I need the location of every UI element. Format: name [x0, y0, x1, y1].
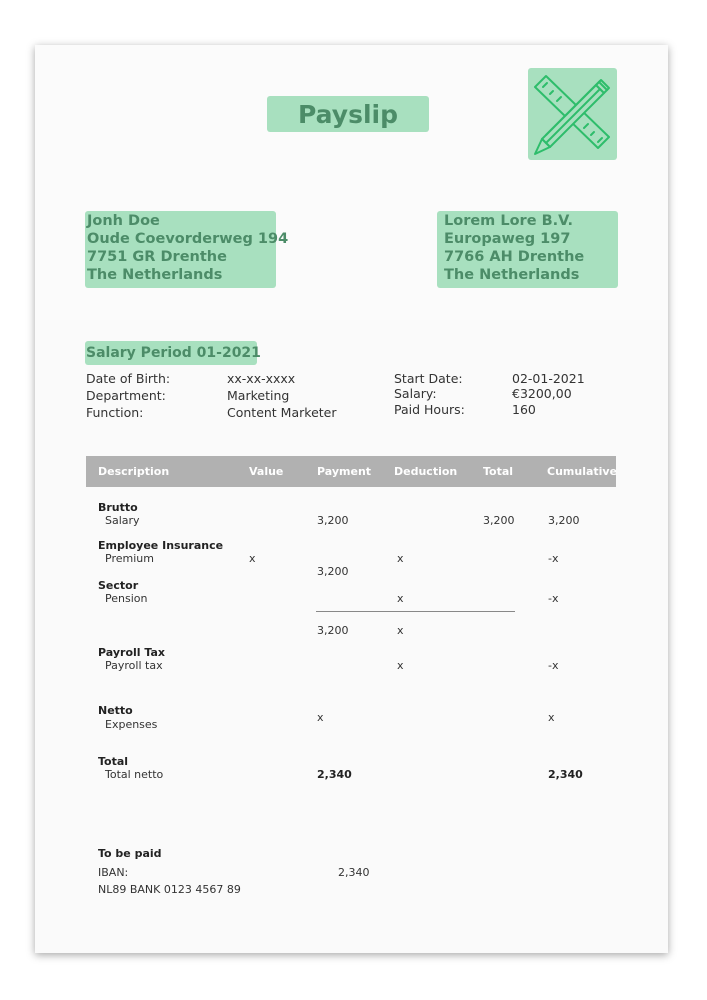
sector-item: Pension [105, 592, 148, 605]
to-be-paid-title: To be paid [98, 847, 162, 860]
salary-value: €3200,00 [512, 386, 572, 401]
department-value: Marketing [227, 388, 290, 403]
employee-name: Jonh Doe [87, 213, 160, 229]
employee-address [85, 211, 289, 288]
salary-period: Salary Period 01-2021 [86, 345, 261, 361]
employer-address [437, 211, 618, 288]
brutto-total: 3,200 [483, 514, 515, 527]
subtotal-deduction: x [397, 624, 404, 637]
insurance-deduction: x [397, 552, 404, 565]
start-date-value: 02-01-2021 [512, 371, 585, 386]
payroll-cumulative: -x [548, 659, 559, 672]
logo-box [528, 68, 617, 160]
employer-street: Europaweg 197 [444, 231, 571, 247]
dob-value: xx-xx-xxxx [227, 371, 296, 386]
subtotal-payment: 3,200 [317, 624, 349, 637]
insurance-title: Employee Insurance [98, 539, 224, 552]
iban-label: IBAN: [98, 866, 129, 879]
pencil-ruler-icon [528, 68, 617, 160]
col-total: Total [483, 465, 514, 478]
employer-name: Lorem Lore B.V. [444, 213, 573, 229]
subtotal-divider [316, 611, 515, 612]
employee-street: Oude Coevorderweg 194 [87, 231, 289, 247]
table-header [86, 456, 616, 487]
dob-label: Date of Birth: [86, 371, 171, 386]
iban-value: NL89 BANK 0123 4567 89 [98, 883, 241, 896]
insurance-value: x [249, 552, 256, 565]
col-deduction: Deduction [394, 465, 458, 478]
brutto-cumulative: 3,200 [548, 514, 580, 527]
brutto-item: Salary [105, 514, 140, 527]
netto-item: Expenses [105, 718, 158, 731]
payroll-item: Payroll tax [105, 659, 163, 672]
salary-label: Salary: [394, 386, 437, 401]
payout-amount: 2,340 [338, 866, 370, 879]
employer-city: 7766 AH Drenthe [444, 249, 585, 265]
payslip-title: Payslip [298, 99, 398, 129]
netto-cumulative: x [548, 711, 555, 724]
netto-title: Netto [98, 704, 133, 717]
payslip-page [35, 45, 668, 953]
sector-deduction: x [397, 592, 404, 605]
paid-hours-label: Paid Hours: [394, 402, 465, 417]
salary-period-box [85, 341, 261, 365]
start-date-label: Start Date: [394, 371, 463, 386]
employer-country: The Netherlands [444, 267, 580, 283]
col-description: Description [98, 465, 170, 478]
col-cumulative: Cumulative [547, 465, 618, 478]
total-item: Total netto [105, 768, 164, 781]
department-label: Department: [86, 388, 166, 403]
total-cumulative: 2,340 [548, 768, 583, 781]
total-payment: 2,340 [317, 768, 352, 781]
insurance-payment: 3,200 [317, 565, 349, 578]
total-title: Total [98, 755, 129, 768]
brutto-title: Brutto [98, 501, 138, 514]
employee-city: 7751 GR Drenthe [87, 249, 227, 265]
netto-payment: x [317, 711, 324, 724]
sector-cumulative: -x [548, 592, 559, 605]
col-payment: Payment [317, 465, 372, 478]
insurance-item: Premium [105, 552, 154, 565]
brutto-payment: 3,200 [317, 514, 349, 527]
insurance-cumulative: -x [548, 552, 559, 565]
function-label: Function: [86, 405, 144, 420]
employee-country: The Netherlands [87, 267, 223, 283]
payslip-title-box [267, 96, 429, 132]
payroll-deduction: x [397, 659, 404, 672]
col-value: Value [249, 465, 284, 478]
payroll-title: Payroll Tax [98, 646, 165, 659]
function-value: Content Marketer [227, 405, 337, 420]
sector-title: Sector [98, 579, 139, 592]
paid-hours-value: 160 [512, 402, 536, 417]
